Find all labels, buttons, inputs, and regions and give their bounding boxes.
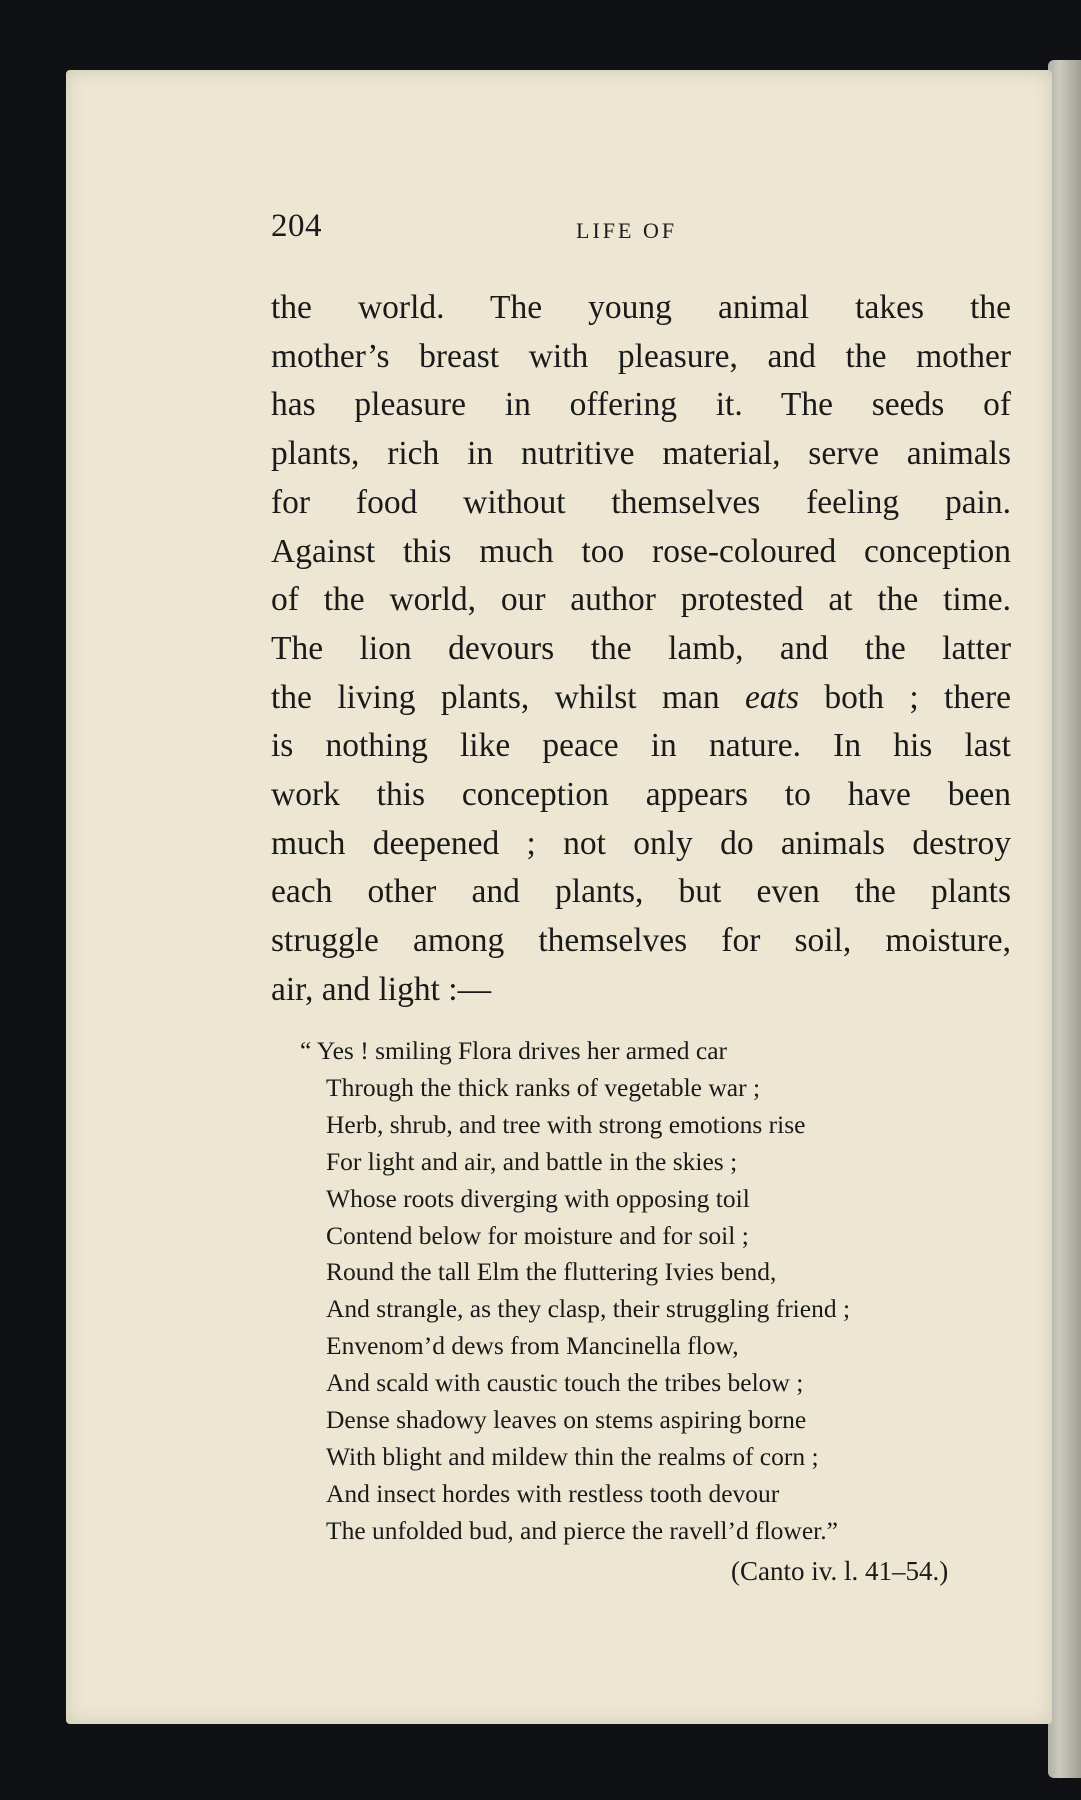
running-title bbox=[576, 218, 677, 245]
poem-line-2: Through the thick ranks of vegetable war ; bbox=[326, 1072, 761, 1102]
body-line-9-end: both ; there bbox=[799, 678, 1011, 716]
poem-line-5: Whose roots diverging with opposing toil bbox=[326, 1183, 750, 1213]
body-line-1: the world. The young animal takes the bbox=[271, 289, 1011, 326]
poem-line-12: With blight and mildew thin the realms of corn ; bbox=[326, 1441, 819, 1471]
body-line-13: each other and plants, but even the plants bbox=[271, 873, 1011, 911]
emphasis-eats: eats bbox=[745, 678, 799, 716]
body-line-3: has pleasure in offering it. The seeds of bbox=[271, 386, 1011, 424]
adjacent-page-edge bbox=[1048, 60, 1081, 1778]
poem-line-11: Dense shadowy leaves on stems aspiring borne bbox=[326, 1405, 807, 1435]
body-line-4: plants, rich in nutritive material, serve animals bbox=[271, 435, 1011, 473]
body-line-9 bbox=[271, 674, 1011, 723]
body-line-8: The lion devours the lamb, and the latter bbox=[271, 629, 1011, 667]
poem-quotation bbox=[300, 1033, 980, 1550]
body-line-7: of the world, our author protested at the time. bbox=[271, 581, 1011, 619]
body-line-2: mother’s breast with pleasure, and the mother bbox=[271, 337, 1011, 375]
poem-line-8: And strangle, as they clasp, their struggling friend ; bbox=[326, 1294, 851, 1324]
poem-line-14: The unfolded bud, and pierce the ravell’d flower.” bbox=[326, 1515, 838, 1545]
body-line-5: for food without themselves feeling pain. bbox=[271, 483, 1011, 521]
body-line-11: work this conception appears to have been bbox=[271, 776, 1011, 814]
poem-line-6: Contend below for moisture and for soil ; bbox=[326, 1220, 749, 1250]
body-line-6: Against this much too rose-coloured conception bbox=[271, 532, 1011, 570]
body-line-10: is nothing like peace in nature. In his last bbox=[271, 727, 1011, 765]
body-line-12: much deepened ; not only do animals destroy bbox=[271, 824, 1011, 862]
running-title-text: LIFE OF bbox=[576, 218, 678, 243]
page-number: 204 bbox=[271, 208, 322, 244]
body-line-15: air, and light :— bbox=[271, 970, 492, 1008]
poem-line-7: Round the tall Elm the fluttering Ivies bend, bbox=[326, 1257, 777, 1287]
running-head bbox=[271, 208, 1011, 248]
body-line-9-start: the living plants, whilst man bbox=[271, 678, 746, 716]
poem-line-10: And scald with caustic touch the tribes below ; bbox=[326, 1368, 804, 1398]
body-paragraph bbox=[271, 284, 1011, 1015]
poem-line-3: Herb, shrub, and tree with strong emotions rise bbox=[326, 1109, 806, 1139]
body-line-14: struggle among themselves for soil, moisture, bbox=[271, 922, 1011, 960]
poem-line-13: And insect hordes with restless tooth devour bbox=[326, 1478, 780, 1508]
poem-line-1: “ Yes ! smiling Flora drives her armed car bbox=[300, 1036, 728, 1065]
poem-line-4: For light and air, and battle in the skies ; bbox=[326, 1146, 738, 1176]
poem-line-9: Envenom’d dews from Mancinella flow, bbox=[326, 1331, 739, 1361]
poem-citation: (Canto iv. l. 41–54.) bbox=[731, 1556, 949, 1586]
